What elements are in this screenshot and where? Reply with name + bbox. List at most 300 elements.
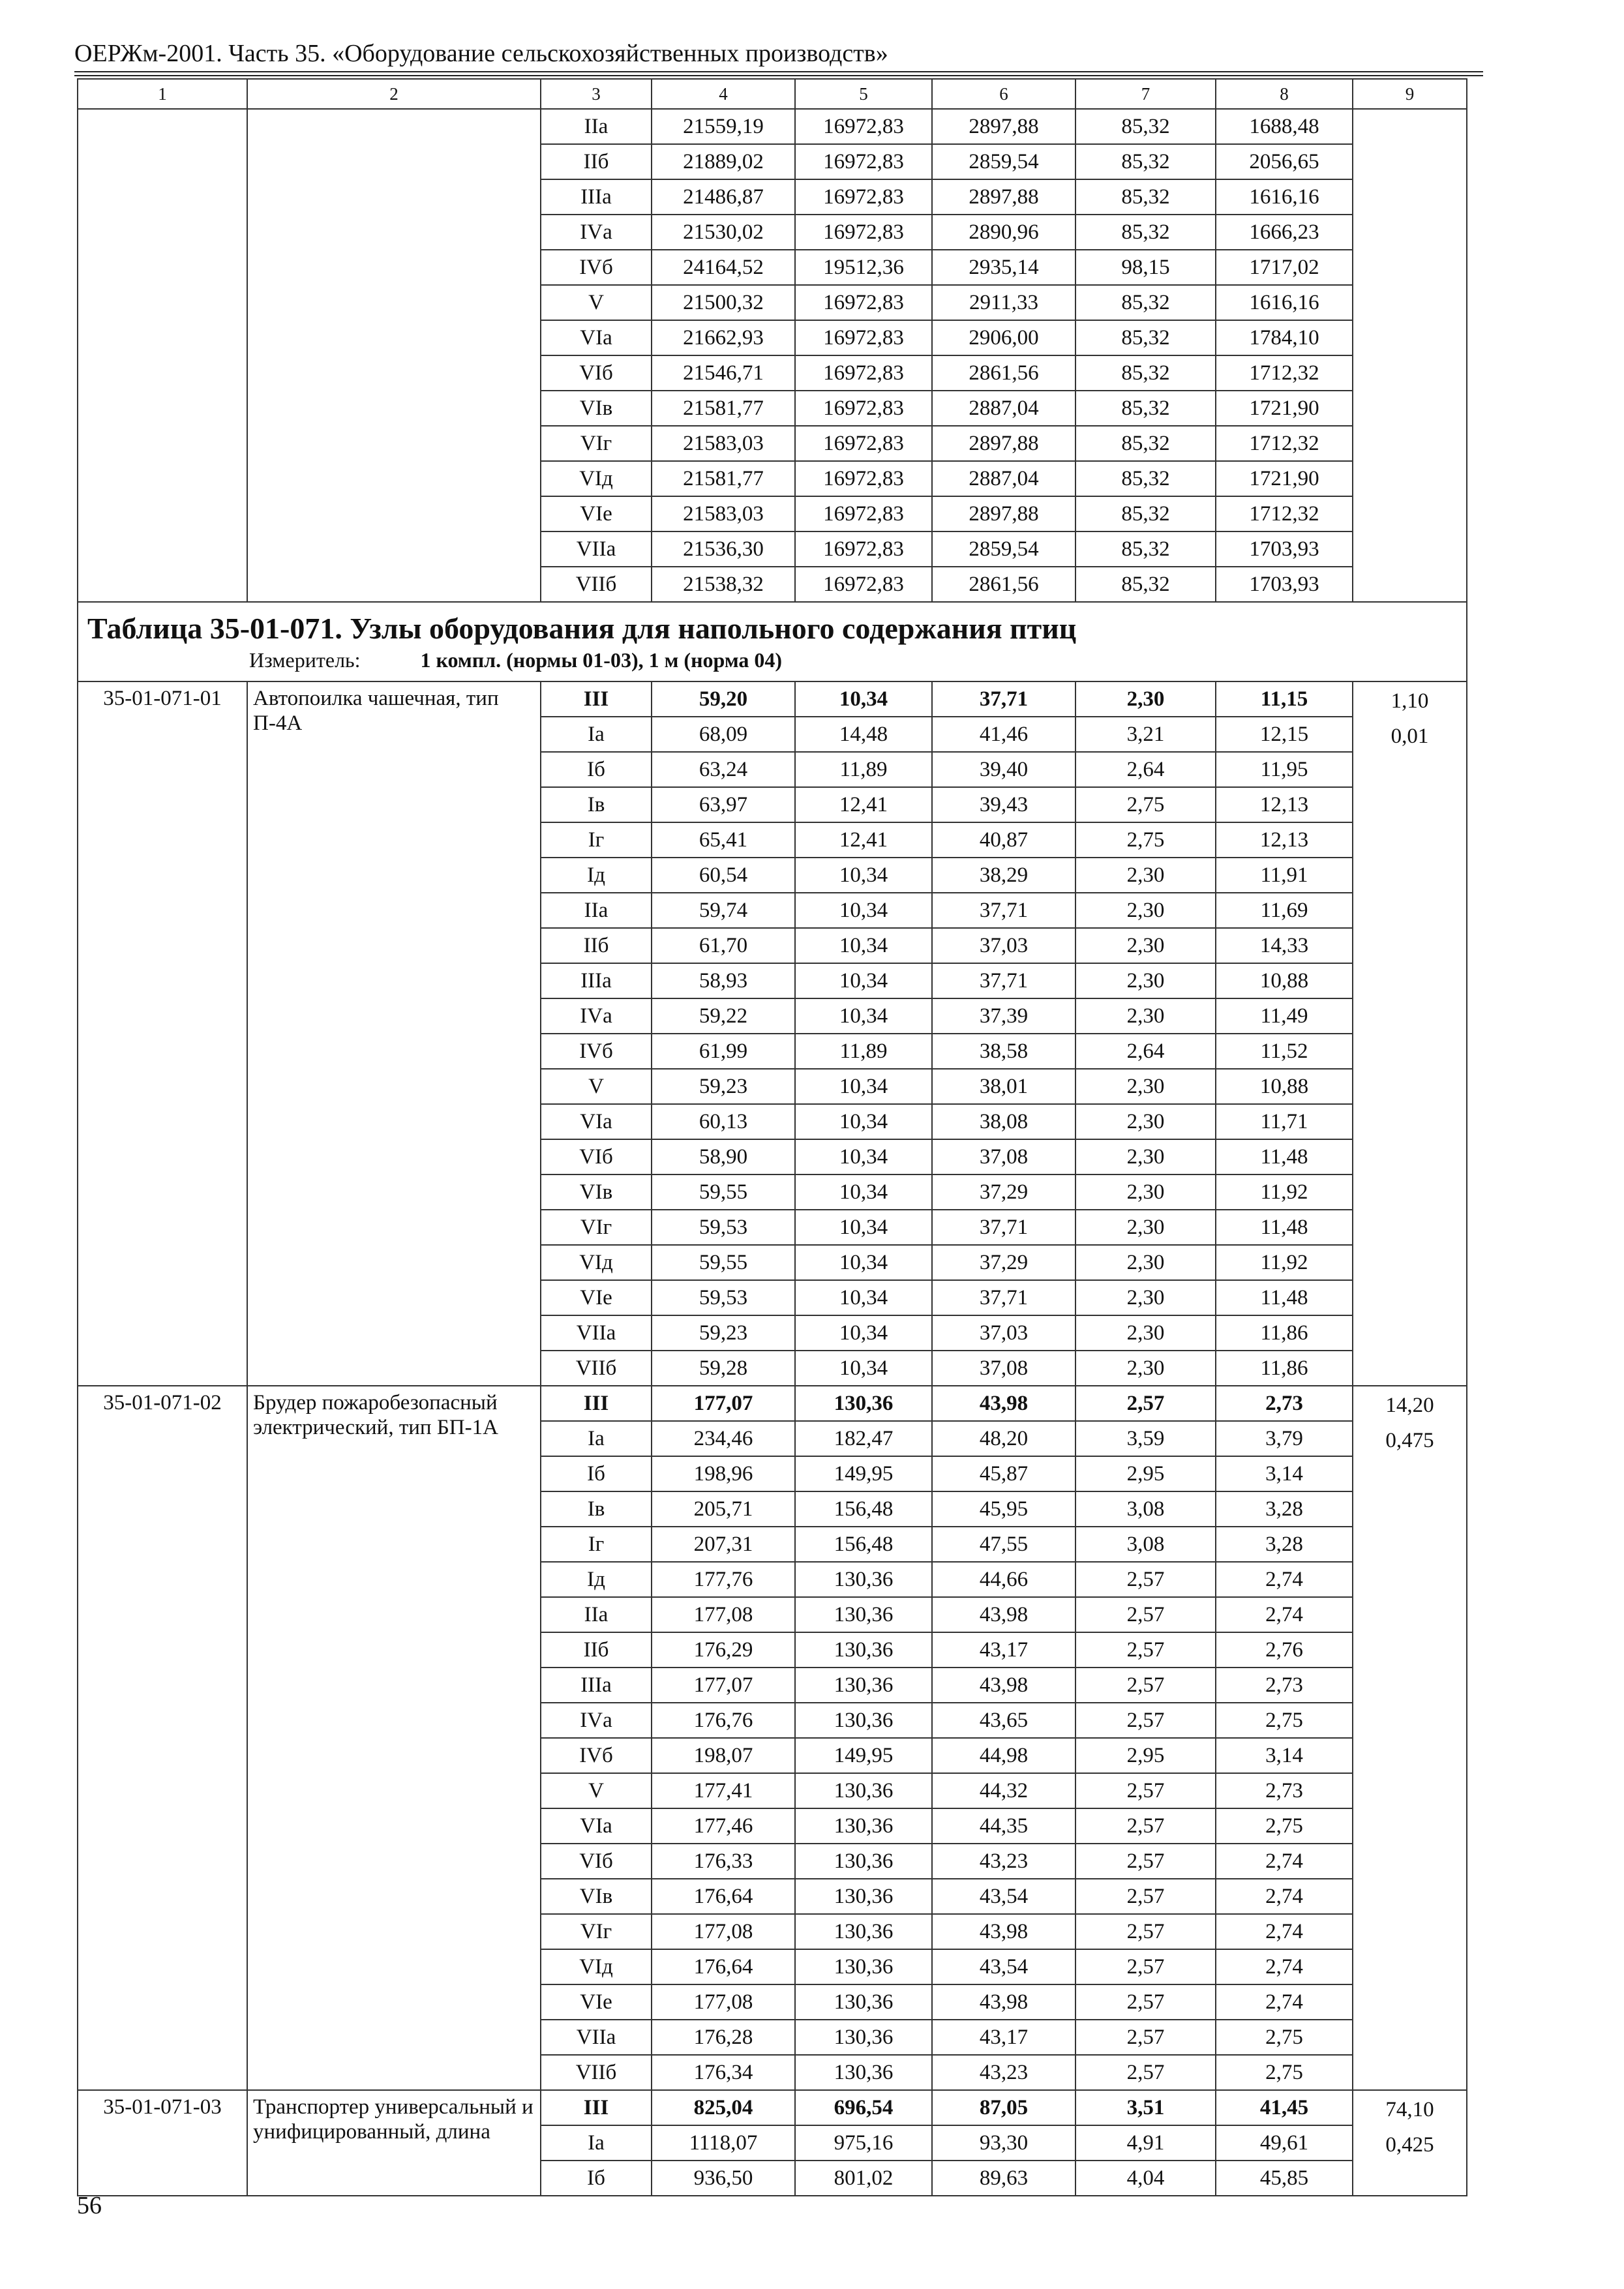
value-cell: 60,13: [652, 1104, 795, 1139]
column-number: 3: [541, 79, 652, 109]
value-cell: 43,98: [932, 1597, 1075, 1632]
region-cell: IVа: [541, 1703, 652, 1738]
value-cell: 130,36: [795, 1984, 932, 2020]
value-cell: 16972,83: [795, 109, 932, 144]
value-cell: 2861,56: [932, 355, 1075, 391]
value-cell: 43,65: [932, 1703, 1075, 1738]
value-cell: 2,57: [1075, 1844, 1216, 1879]
region-cell: VIа: [541, 1808, 652, 1844]
region-cell: IIа: [541, 109, 652, 144]
value-cell: 21889,02: [652, 144, 795, 179]
value-cell: 37,29: [932, 1174, 1075, 1210]
value-cell: 176,33: [652, 1844, 795, 1879]
value-cell: 87,05: [932, 2090, 1075, 2125]
column-number: 5: [795, 79, 932, 109]
measure-line: [78, 647, 1466, 673]
region-cell: IIIа: [541, 179, 652, 215]
value-cell: 1712,32: [1216, 355, 1353, 391]
value-cell: 234,46: [652, 1421, 795, 1456]
value-cell: 130,36: [795, 1949, 932, 1984]
value-cell: 38,01: [932, 1069, 1075, 1104]
value-cell: 2,57: [1075, 1668, 1216, 1703]
region-cell: VIIа: [541, 2020, 652, 2055]
region-cell: VIб: [541, 1139, 652, 1174]
table-title-cell: [78, 602, 1467, 681]
value-cell: 2,57: [1075, 1984, 1216, 2020]
value-cell: 63,24: [652, 752, 795, 787]
column-number: 4: [652, 79, 795, 109]
value-cell: 59,23: [652, 1315, 795, 1351]
region-cell: IIб: [541, 1632, 652, 1668]
column-number: 8: [1216, 79, 1353, 109]
value-cell: 21530,02: [652, 215, 795, 250]
value-cell: 2,30: [1075, 893, 1216, 928]
value-cell: 2,57: [1075, 1597, 1216, 1632]
value-cell: 2,57: [1075, 2055, 1216, 2090]
value-cell: 59,55: [652, 1174, 795, 1210]
value-cell: 130,36: [795, 1844, 932, 1879]
value-cell: 10,34: [795, 1210, 932, 1245]
value-cell: 14,33: [1216, 928, 1353, 963]
value-cell: 37,03: [932, 1315, 1075, 1351]
norm-name-cell: Автопоилка чашечная, тип П-4А: [247, 681, 541, 1386]
column-9-cell: [1353, 681, 1467, 1386]
value-cell: 1721,90: [1216, 461, 1353, 496]
value-cell: 205,71: [652, 1491, 795, 1527]
value-cell: 11,48: [1216, 1210, 1353, 1245]
value-cell: 10,34: [795, 1280, 932, 1315]
value-cell: 2897,88: [932, 109, 1075, 144]
value-cell: 2,30: [1075, 1245, 1216, 1280]
region-cell: Iв: [541, 787, 652, 822]
value-cell: 177,41: [652, 1773, 795, 1808]
value-cell: 63,97: [652, 787, 795, 822]
value-cell: 2,57: [1075, 1808, 1216, 1844]
value-cell: 198,96: [652, 1456, 795, 1491]
value-cell: 45,95: [932, 1491, 1075, 1527]
value-cell: 37,71: [932, 681, 1075, 717]
value-cell: 2,73: [1216, 1773, 1353, 1808]
value-cell: 21486,87: [652, 179, 795, 215]
value-cell: 1666,23: [1216, 215, 1353, 250]
value-cell: 2,57: [1075, 1879, 1216, 1914]
value-cell: 3,59: [1075, 1421, 1216, 1456]
region-cell: V: [541, 1773, 652, 1808]
value-cell: 130,36: [795, 1597, 932, 1632]
value-cell: 39,40: [932, 752, 1075, 787]
region-cell: VIд: [541, 1949, 652, 1984]
value-cell: 2,57: [1075, 1703, 1216, 1738]
value-cell: 21583,03: [652, 426, 795, 461]
region-cell: Iб: [541, 752, 652, 787]
value-cell: 3,14: [1216, 1738, 1353, 1773]
region-cell: Iб: [541, 2161, 652, 2196]
region-cell: VIIб: [541, 1351, 652, 1386]
region-cell: VIг: [541, 1210, 652, 1245]
region-cell: VIе: [541, 1280, 652, 1315]
region-cell: IVб: [541, 250, 652, 285]
value-cell: 2,30: [1075, 1174, 1216, 1210]
value-cell: 59,74: [652, 893, 795, 928]
value-cell: 14,48: [795, 717, 932, 752]
value-cell: 85,32: [1075, 355, 1216, 391]
value-cell: 58,93: [652, 963, 795, 998]
value-cell: 89,63: [932, 2161, 1075, 2196]
value-cell: 130,36: [795, 1703, 932, 1738]
value-cell: 2890,96: [932, 215, 1075, 250]
value-cell: 176,64: [652, 1949, 795, 1984]
value-cell: 2,30: [1075, 1351, 1216, 1386]
value-cell: 10,34: [795, 858, 932, 893]
region-cell: Iд: [541, 858, 652, 893]
value-cell: 59,28: [652, 1351, 795, 1386]
region-cell: III: [541, 2090, 652, 2125]
value-cell: 24164,52: [652, 250, 795, 285]
value-cell: 2,30: [1075, 998, 1216, 1034]
value-cell: 16972,83: [795, 531, 932, 567]
value-cell: 21538,32: [652, 567, 795, 602]
value-cell: 21559,19: [652, 109, 795, 144]
norm-code-cell: 35-01-071-03: [78, 2090, 247, 2196]
value-cell: 85,32: [1075, 109, 1216, 144]
value-cell: 85,32: [1075, 496, 1216, 531]
value-cell: 149,95: [795, 1738, 932, 1773]
value-cell: 10,34: [795, 1245, 932, 1280]
value-cell: 37,71: [932, 1280, 1075, 1315]
value-cell: 85,32: [1075, 285, 1216, 320]
value-cell: 44,98: [932, 1738, 1075, 1773]
region-cell: IVа: [541, 215, 652, 250]
value-cell: 1721,90: [1216, 391, 1353, 426]
value-cell: 2897,88: [932, 426, 1075, 461]
value-cell: 45,87: [932, 1456, 1075, 1491]
value-cell: 1712,32: [1216, 496, 1353, 531]
value-cell: 2935,14: [932, 250, 1075, 285]
value-cell: 696,54: [795, 2090, 932, 2125]
value-cell: 1688,48: [1216, 109, 1353, 144]
column-9-value: 0,425: [1385, 2133, 1434, 2157]
value-cell: 177,46: [652, 1808, 795, 1844]
value-cell: 11,92: [1216, 1174, 1353, 1210]
region-cell: VIб: [541, 355, 652, 391]
value-cell: 10,34: [795, 1315, 932, 1351]
value-cell: 21583,03: [652, 496, 795, 531]
value-cell: 21500,32: [652, 285, 795, 320]
value-cell: 45,85: [1216, 2161, 1353, 2196]
header-rule: [74, 71, 1483, 72]
value-cell: 43,54: [932, 1879, 1075, 1914]
value-cell: 975,16: [795, 2125, 932, 2161]
value-cell: 207,31: [652, 1527, 795, 1562]
value-cell: 21662,93: [652, 320, 795, 355]
norm-name-cell: Брудер пожаробезопасный электрический, тип БП-1А: [247, 1386, 541, 2090]
value-cell: 3,28: [1216, 1527, 1353, 1562]
value-cell: 16972,83: [795, 320, 932, 355]
column-9-value: 14,20: [1385, 1394, 1434, 1417]
value-cell: 11,49: [1216, 998, 1353, 1034]
value-cell: 39,43: [932, 787, 1075, 822]
value-cell: 12,13: [1216, 822, 1353, 858]
table-title-row: [78, 602, 1467, 681]
region-cell: Iа: [541, 717, 652, 752]
region-cell: IIа: [541, 1597, 652, 1632]
region-cell: VIа: [541, 320, 652, 355]
rates-table-body: [78, 79, 1467, 2196]
value-cell: 21581,77: [652, 391, 795, 426]
value-cell: 177,07: [652, 1386, 795, 1421]
value-cell: 41,46: [932, 717, 1075, 752]
region-cell: VIв: [541, 391, 652, 426]
region-cell: VIIа: [541, 1315, 652, 1351]
value-cell: 177,08: [652, 1984, 795, 2020]
column-number: 7: [1075, 79, 1216, 109]
region-cell: IIб: [541, 144, 652, 179]
value-cell: 149,95: [795, 1456, 932, 1491]
value-cell: 2,75: [1216, 2020, 1353, 2055]
norm-code-cell: 35-01-071-02: [78, 1386, 247, 2090]
value-cell: 1616,16: [1216, 285, 1353, 320]
region-cell: IVб: [541, 1738, 652, 1773]
column-number: 1: [78, 79, 247, 109]
value-cell: 44,35: [932, 1808, 1075, 1844]
region-cell: VIб: [541, 1844, 652, 1879]
value-cell: 11,69: [1216, 893, 1353, 928]
value-cell: 2,74: [1216, 1914, 1353, 1949]
value-cell: 85,32: [1075, 144, 1216, 179]
value-cell: 1616,16: [1216, 179, 1353, 215]
value-cell: 182,47: [795, 1421, 932, 1456]
value-cell: 68,09: [652, 717, 795, 752]
value-cell: 1118,07: [652, 2125, 795, 2161]
value-cell: 85,32: [1075, 531, 1216, 567]
value-cell: 37,08: [932, 1351, 1075, 1386]
region-cell: Iг: [541, 822, 652, 858]
value-cell: 3,51: [1075, 2090, 1216, 2125]
value-cell: 3,21: [1075, 717, 1216, 752]
value-cell: 1717,02: [1216, 250, 1353, 285]
value-cell: 21536,30: [652, 531, 795, 567]
table-title: Таблица 35-01-071. Узлы оборудования для напольного содержания птиц: [87, 612, 1077, 645]
value-cell: 2,75: [1216, 1808, 1353, 1844]
value-cell: 176,76: [652, 1703, 795, 1738]
value-cell: 12,13: [1216, 787, 1353, 822]
region-cell: VIе: [541, 1984, 652, 2020]
value-cell: 2,57: [1075, 1949, 1216, 1984]
value-cell: 11,52: [1216, 1034, 1353, 1069]
value-cell: 21581,77: [652, 461, 795, 496]
value-cell: 2,75: [1075, 822, 1216, 858]
value-cell: 37,29: [932, 1245, 1075, 1280]
value-cell: 19512,36: [795, 250, 932, 285]
value-cell: 11,89: [795, 1034, 932, 1069]
value-cell: 2,57: [1075, 1386, 1216, 1421]
value-cell: 2861,56: [932, 567, 1075, 602]
value-cell: 38,58: [932, 1034, 1075, 1069]
value-cell: 2,30: [1075, 963, 1216, 998]
value-cell: 4,04: [1075, 2161, 1216, 2196]
region-cell: V: [541, 285, 652, 320]
value-cell: 48,20: [932, 1421, 1075, 1456]
value-cell: 16972,83: [795, 215, 932, 250]
value-cell: 10,34: [795, 1139, 932, 1174]
region-cell: Iг: [541, 1527, 652, 1562]
page-number: 56: [77, 2192, 102, 2219]
value-cell: 1784,10: [1216, 320, 1353, 355]
value-cell: 2,74: [1216, 1879, 1353, 1914]
value-cell: 176,28: [652, 2020, 795, 2055]
value-cell: 38,08: [932, 1104, 1075, 1139]
value-cell: 11,86: [1216, 1351, 1353, 1386]
value-cell: 11,95: [1216, 752, 1353, 787]
value-cell: 41,45: [1216, 2090, 1353, 2125]
value-cell: 2,57: [1075, 2020, 1216, 2055]
value-cell: 4,91: [1075, 2125, 1216, 2161]
value-cell: 2,74: [1216, 1949, 1353, 1984]
value-cell: 130,36: [795, 1808, 932, 1844]
value-cell: 16972,83: [795, 144, 932, 179]
norm-code-cell: 35-01-071-01: [78, 681, 247, 1386]
region-cell: V: [541, 1069, 652, 1104]
norm-name-cell: Транспортер универсальный и унифицированный, длина: [247, 2090, 541, 2196]
value-cell: 37,08: [932, 1139, 1075, 1174]
value-cell: 2,30: [1075, 928, 1216, 963]
region-cell: Iб: [541, 1456, 652, 1491]
value-cell: 37,39: [932, 998, 1075, 1034]
region-cell: Iд: [541, 1562, 652, 1597]
table-row: [78, 681, 1467, 717]
value-cell: 825,04: [652, 2090, 795, 2125]
value-cell: 85,32: [1075, 179, 1216, 215]
value-cell: 37,03: [932, 928, 1075, 963]
value-cell: 1703,93: [1216, 531, 1353, 567]
value-cell: 10,34: [795, 928, 932, 963]
value-cell: 16972,83: [795, 285, 932, 320]
value-cell: 2859,54: [932, 144, 1075, 179]
value-cell: 3,08: [1075, 1491, 1216, 1527]
value-cell: 85,32: [1075, 391, 1216, 426]
value-cell: 2,95: [1075, 1456, 1216, 1491]
value-cell: 43,17: [932, 2020, 1075, 2055]
value-cell: 85,32: [1075, 426, 1216, 461]
value-cell: 43,98: [932, 1668, 1075, 1703]
value-cell: 16972,83: [795, 496, 932, 531]
value-cell: 93,30: [932, 2125, 1075, 2161]
region-cell: III: [541, 681, 652, 717]
norm-name-cell: [247, 109, 541, 602]
region-cell: Iв: [541, 1491, 652, 1527]
value-cell: 59,22: [652, 998, 795, 1034]
region-cell: VIа: [541, 1104, 652, 1139]
region-cell: VIе: [541, 496, 652, 531]
value-cell: 21546,71: [652, 355, 795, 391]
value-cell: 10,34: [795, 998, 932, 1034]
value-cell: 43,98: [932, 1984, 1075, 2020]
value-cell: 130,36: [795, 1773, 932, 1808]
value-cell: 10,88: [1216, 963, 1353, 998]
value-cell: 2,30: [1075, 1315, 1216, 1351]
value-cell: 2887,04: [932, 461, 1075, 496]
region-cell: VIIб: [541, 2055, 652, 2090]
value-cell: 1712,32: [1216, 426, 1353, 461]
value-cell: 2,30: [1075, 1210, 1216, 1245]
value-cell: 2,57: [1075, 1632, 1216, 1668]
value-cell: 10,34: [795, 1174, 932, 1210]
value-cell: 3,79: [1216, 1421, 1353, 1456]
value-cell: 2,57: [1075, 1914, 1216, 1949]
value-cell: 37,71: [932, 893, 1075, 928]
column-9-cell: [1353, 2090, 1467, 2196]
value-cell: 43,23: [932, 2055, 1075, 2090]
region-cell: VIIб: [541, 567, 652, 602]
value-cell: 130,36: [795, 1562, 932, 1597]
value-cell: 61,99: [652, 1034, 795, 1069]
region-cell: VIг: [541, 1914, 652, 1949]
value-cell: 176,29: [652, 1632, 795, 1668]
value-cell: 11,48: [1216, 1139, 1353, 1174]
value-cell: 177,08: [652, 1914, 795, 1949]
value-cell: 12,41: [795, 822, 932, 858]
value-cell: 61,70: [652, 928, 795, 963]
rates-table: [77, 78, 1467, 2196]
value-cell: 2,74: [1216, 1844, 1353, 1879]
region-cell: Iа: [541, 1421, 652, 1456]
value-cell: 2,75: [1075, 787, 1216, 822]
value-cell: 85,32: [1075, 215, 1216, 250]
value-cell: 2,64: [1075, 1034, 1216, 1069]
value-cell: 37,71: [932, 963, 1075, 998]
value-cell: 60,54: [652, 858, 795, 893]
value-cell: 2887,04: [932, 391, 1075, 426]
value-cell: 2,57: [1075, 1773, 1216, 1808]
value-cell: 16972,83: [795, 426, 932, 461]
column-9-cell: [1353, 109, 1467, 602]
value-cell: 177,08: [652, 1597, 795, 1632]
value-cell: 2897,88: [932, 496, 1075, 531]
value-cell: 10,34: [795, 1104, 932, 1139]
column-9-value: 74,10: [1385, 2098, 1434, 2121]
value-cell: 2056,65: [1216, 144, 1353, 179]
value-cell: 16972,83: [795, 355, 932, 391]
region-cell: Iа: [541, 2125, 652, 2161]
value-cell: 2911,33: [932, 285, 1075, 320]
value-cell: 11,91: [1216, 858, 1353, 893]
value-cell: 12,41: [795, 787, 932, 822]
value-cell: 59,55: [652, 1245, 795, 1280]
value-cell: 2,75: [1216, 1703, 1353, 1738]
value-cell: 2,76: [1216, 1632, 1353, 1668]
value-cell: 130,36: [795, 2020, 932, 2055]
value-cell: 10,34: [795, 681, 932, 717]
measure-value: 1 компл. (нормы 01-03), 1 м (норма 04): [420, 648, 783, 672]
value-cell: 2,30: [1075, 1280, 1216, 1315]
value-cell: 10,34: [795, 1351, 932, 1386]
column-9-value: 0,01: [1391, 725, 1429, 748]
table-row: [78, 2090, 1467, 2125]
value-cell: 85,32: [1075, 567, 1216, 602]
value-cell: 43,98: [932, 1914, 1075, 1949]
value-cell: 936,50: [652, 2161, 795, 2196]
value-cell: 10,88: [1216, 1069, 1353, 1104]
value-cell: 38,29: [932, 858, 1075, 893]
value-cell: 2,30: [1075, 681, 1216, 717]
value-cell: 2,73: [1216, 1386, 1353, 1421]
value-cell: 3,14: [1216, 1456, 1353, 1491]
value-cell: 10,34: [795, 1069, 932, 1104]
value-cell: 156,48: [795, 1527, 932, 1562]
page-header-title: ОЕРЖм-2001. Часть 35. «Оборудование сельскохозяйственных производств»: [74, 40, 888, 67]
value-cell: 11,48: [1216, 1280, 1353, 1315]
value-cell: 2,64: [1075, 752, 1216, 787]
